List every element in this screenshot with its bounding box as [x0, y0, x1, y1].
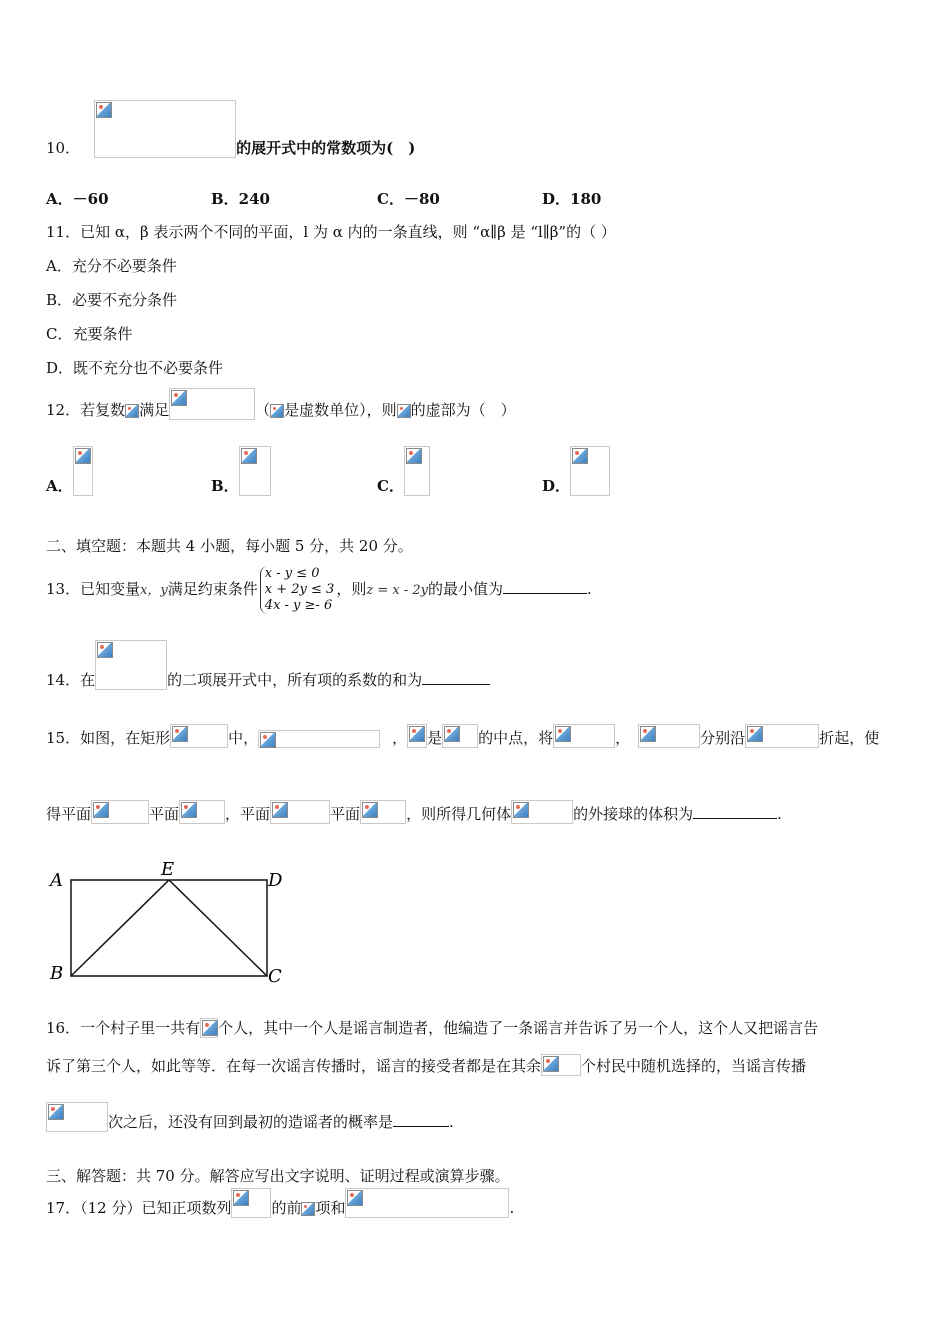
label-d: D — [268, 870, 283, 891]
q15-text: 15．如图，在矩形 — [46, 729, 171, 747]
q17-image — [345, 1188, 509, 1218]
q15-line-2 — [46, 800, 782, 824]
label-a: A — [50, 870, 63, 891]
answer-blank — [393, 1112, 449, 1127]
q15-image — [170, 724, 228, 748]
q15-text: 分别沿 — [700, 729, 746, 747]
q17-image — [231, 1188, 271, 1218]
broken-image-icon — [181, 802, 197, 818]
q16-text: 个村民中随机选择的，当谣言传播 — [581, 1057, 807, 1075]
q10-formula-image — [94, 100, 236, 158]
broken-image-icon — [444, 726, 460, 742]
q16-text: 次之后，还没有回到最初的造谣者的概率是 — [108, 1113, 394, 1131]
broken-image-icon — [260, 732, 276, 748]
broken-image-icon — [96, 102, 112, 118]
q11-option-c: C．充要条件 — [46, 325, 133, 343]
broken-image-icon — [48, 1104, 64, 1120]
answer-blank — [693, 804, 777, 819]
q16-text: . — [449, 1113, 454, 1131]
q13-line — [46, 566, 592, 614]
q15-text: 平面 — [330, 805, 361, 823]
q17-text: 项和 — [315, 1199, 346, 1217]
q15-image — [91, 800, 149, 824]
q12-equation-image — [169, 388, 255, 420]
q10-line — [46, 100, 415, 158]
q14-line — [46, 640, 490, 690]
answer-blank — [422, 670, 490, 685]
q13-constraint: 4x - y ≥- 6 — [264, 598, 333, 613]
q12-option-label: B． — [211, 477, 239, 495]
section-2-heading: 二、填空题：本题共 4 小题，每小题 5 分，共 20 分。 — [46, 537, 413, 555]
q17-text: 的前 — [271, 1199, 302, 1217]
q12-option-label: A． — [46, 477, 73, 495]
q15-text: 中， — [228, 729, 259, 747]
q12-text: 的虚部为（ ） — [410, 401, 516, 419]
q13-constraint: x - y ≤ 0 — [264, 566, 320, 581]
q12-text: （ — [255, 401, 271, 419]
broken-image-icon — [555, 726, 571, 742]
label-e: E — [161, 860, 175, 880]
rectangle-abcd — [71, 880, 267, 976]
broken-image-icon — [171, 390, 187, 406]
q12-option-label: C． — [377, 477, 404, 495]
q13-variables: x，y — [140, 583, 168, 598]
broken-image-icon — [172, 726, 188, 742]
q12-option-a — [46, 446, 93, 496]
q11-option-a: A．充分不必要条件 — [46, 257, 177, 275]
q12-text: 是虚数单位），则 — [284, 401, 397, 419]
q15-text: ，则所得几何体 — [406, 805, 512, 823]
broken-image-icon — [125, 404, 139, 418]
q15-text: ， — [615, 729, 631, 747]
q12-option-image — [404, 446, 430, 496]
broken-image-icon — [233, 1190, 249, 1206]
broken-image-icon — [409, 726, 425, 742]
q12-option-image — [239, 446, 271, 496]
q15-text: ，平面 — [225, 805, 271, 823]
q14-text: 的二项展开式中，所有项的系数的和为 — [167, 671, 423, 689]
broken-image-icon — [362, 802, 378, 818]
q13-constraints — [260, 566, 335, 614]
q13-text: 满足约束条件 — [167, 580, 258, 598]
q15-image — [638, 724, 700, 748]
q12-option-label: D． — [542, 477, 571, 495]
broken-image-icon — [572, 448, 588, 464]
broken-image-icon — [301, 1202, 315, 1216]
q15-text: . — [777, 805, 782, 823]
q11-stem: 11．已知 α，β 表示两个不同的平面，l 为 α 内的一条直线，则 “α∥β 是 “l∥β”的（ ） — [46, 223, 616, 241]
broken-image-icon — [270, 404, 284, 418]
q16-text: 个人，其中一个人是谣言制造者，他编造了一条谣言并告诉了另一个人，这个人又把谣言告 — [218, 1019, 819, 1037]
q15-text: 平面 — [149, 805, 180, 823]
q15-image — [179, 800, 225, 824]
q10-option-b: B．240 — [211, 190, 270, 208]
q14-expression-image — [95, 640, 167, 690]
broken-image-icon — [272, 802, 288, 818]
q15-text: ， — [392, 729, 408, 747]
q14-text: 14．在 — [46, 671, 96, 689]
broken-image-icon — [747, 726, 763, 742]
broken-image-icon — [97, 642, 113, 658]
q16-line-2 — [46, 1054, 806, 1076]
segment-ec — [169, 880, 267, 976]
q15-text: 得平面 — [46, 805, 92, 823]
q12-option-d — [542, 446, 610, 496]
broken-image-icon — [75, 448, 91, 464]
q12-option-image — [73, 446, 93, 496]
q10-option-d: D．180 — [542, 190, 602, 208]
q15-text: 折起，使 — [819, 729, 880, 747]
q16-image — [46, 1102, 108, 1132]
q12-text: 满足 — [139, 401, 170, 419]
q15-text: 的外接球的体积为 — [573, 805, 694, 823]
label-b: B — [50, 963, 64, 984]
broken-image-icon — [347, 1190, 363, 1206]
segment-eb — [71, 880, 169, 976]
q15-line-1 — [46, 724, 879, 748]
rectangle-figure — [46, 860, 306, 990]
q12-line — [46, 388, 516, 420]
q12-option-image — [570, 446, 610, 496]
q12-option-b — [211, 446, 271, 496]
q16-line-3 — [46, 1102, 454, 1132]
q15-image — [442, 724, 478, 748]
q13-text: ，则 — [336, 580, 367, 598]
broken-image-icon — [241, 448, 257, 464]
q16-line-1 — [46, 1018, 818, 1038]
broken-image-icon — [93, 802, 109, 818]
q13-constraint: x + 2y ≤ 3 — [264, 582, 335, 597]
q15-text: 的中点，将 — [478, 729, 554, 747]
q15-image — [360, 800, 406, 824]
broken-image-icon — [202, 1020, 218, 1036]
q13-text: 的最小值为 — [427, 580, 503, 598]
q12-text: 12．若复数 — [46, 401, 126, 419]
q10-option-c: C．－80 — [377, 190, 440, 208]
q15-image — [745, 724, 819, 748]
q13-text: 13．已知变量 — [46, 580, 141, 598]
q15-text: 是 — [427, 729, 443, 747]
q13-text: . — [587, 580, 592, 598]
q15-image — [553, 724, 615, 748]
q16-text: 诉了第三个人，如此等等．在每一次谣言传播时，谣言的接受者都是在其余 — [46, 1057, 542, 1075]
answer-blank — [503, 579, 587, 594]
broken-image-icon — [543, 1056, 559, 1072]
q12-option-c — [377, 446, 430, 496]
broken-image-icon — [640, 726, 656, 742]
broken-image-icon — [397, 404, 411, 418]
broken-image-icon — [406, 448, 422, 464]
label-c: C — [268, 966, 282, 987]
q15-image — [270, 800, 330, 824]
q10-text: 的展开式中的常数项为( ) — [236, 139, 416, 157]
q17-text: 17．（12 分）已知正项数列 — [46, 1199, 232, 1217]
q13-objective: z = x - 2y — [366, 583, 428, 598]
q16-text: 16．一个村子里一共有 — [46, 1019, 201, 1037]
q16-image — [541, 1054, 581, 1076]
q10-option-a: A．－60 — [46, 190, 109, 208]
q15-image — [407, 724, 427, 748]
broken-image-icon — [513, 802, 529, 818]
q11-option-d: D．既不充分也不必要条件 — [46, 359, 224, 377]
q16-image — [200, 1018, 218, 1038]
q17-text: . — [509, 1199, 515, 1217]
q10-number: 10． — [46, 139, 81, 157]
q17-line — [46, 1188, 514, 1218]
q11-option-b: B．必要不充分条件 — [46, 291, 178, 309]
q15-image — [258, 730, 380, 748]
q15-image — [511, 800, 573, 824]
section-3-heading: 三、解答题：共 70 分。解答应写出文字说明、证明过程或演算步骤。 — [46, 1167, 510, 1185]
